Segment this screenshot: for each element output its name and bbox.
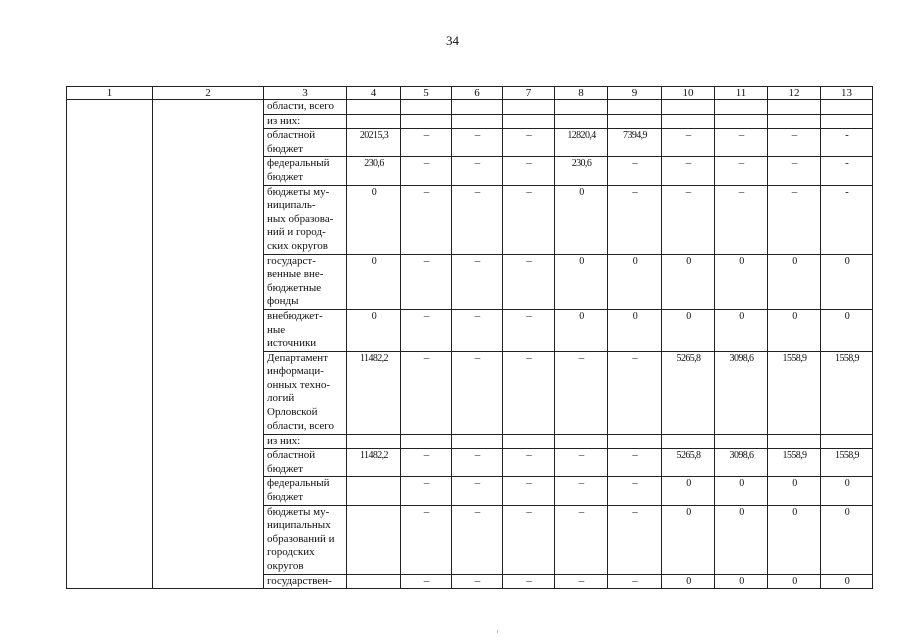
value-cell: – xyxy=(452,129,503,157)
value-cell: – xyxy=(555,477,608,505)
value-cell: 0 xyxy=(662,574,715,589)
value-cell xyxy=(452,100,503,115)
value-cell: 11482,2 xyxy=(347,351,401,434)
value-cell: – xyxy=(503,254,555,309)
value-cell: 230,6 xyxy=(347,157,401,185)
column-number: 10 xyxy=(662,87,715,100)
value-cell: – xyxy=(401,449,452,477)
value-cell xyxy=(401,100,452,115)
value-cell: – xyxy=(608,157,662,185)
value-cell: – xyxy=(503,574,555,589)
value-cell: – xyxy=(401,185,452,254)
value-cell: – xyxy=(555,505,608,574)
value-cell: – xyxy=(452,574,503,589)
value-cell xyxy=(503,114,555,129)
value-cell: 0 xyxy=(662,309,715,351)
value-cell xyxy=(401,114,452,129)
value-cell xyxy=(401,434,452,449)
value-cell: 5265,8 xyxy=(662,449,715,477)
source-name: федеральный бюджет xyxy=(267,477,330,504)
value-cell: 11482,2 xyxy=(347,449,401,477)
value-cell xyxy=(503,434,555,449)
value-cell: 1558,9 xyxy=(821,351,873,434)
source-name-cell xyxy=(264,351,347,434)
value-cell: 1558,9 xyxy=(821,449,873,477)
value-cell: – xyxy=(401,351,452,434)
value-cell: 0 xyxy=(715,477,768,505)
value-cell xyxy=(347,477,401,505)
value-cell xyxy=(662,114,715,129)
value-cell: – xyxy=(401,574,452,589)
value-cell: – xyxy=(401,254,452,309)
source-name: государствен- xyxy=(267,574,332,587)
value-cell: 0 xyxy=(715,505,768,574)
value-cell xyxy=(715,114,768,129)
source-name: областной бюджет xyxy=(267,449,316,475)
column-number: 13 xyxy=(821,87,873,100)
value-cell: 0 xyxy=(715,574,768,589)
source-name-cell xyxy=(264,157,347,185)
source-name-cell xyxy=(264,477,347,505)
value-cell: – xyxy=(715,129,768,157)
value-cell: – xyxy=(768,157,821,185)
value-cell: 0 xyxy=(821,477,873,505)
value-cell: 1558,9 xyxy=(768,351,821,434)
value-cell xyxy=(768,100,821,115)
source-name: Департамент информаци- онных техно- логий Орловской области, всего xyxy=(267,351,335,432)
value-cell xyxy=(347,505,401,574)
value-cell xyxy=(608,100,662,115)
budget-table xyxy=(66,86,873,589)
value-cell: – xyxy=(608,505,662,574)
value-cell xyxy=(768,434,821,449)
value-cell: – xyxy=(608,477,662,505)
source-name-cell xyxy=(264,505,347,574)
value-cell xyxy=(452,114,503,129)
column-number: 9 xyxy=(608,87,662,100)
value-cell xyxy=(821,434,873,449)
value-cell: – xyxy=(401,157,452,185)
value-cell: – xyxy=(608,185,662,254)
value-cell: – xyxy=(503,505,555,574)
value-cell: - xyxy=(821,129,873,157)
column-numbers-row xyxy=(67,87,873,100)
value-cell: 0 xyxy=(555,185,608,254)
column-number: 8 xyxy=(555,87,608,100)
value-cell: 0 xyxy=(347,309,401,351)
value-cell xyxy=(555,434,608,449)
column-number: 12 xyxy=(768,87,821,100)
value-cell: – xyxy=(452,505,503,574)
value-cell: – xyxy=(555,351,608,434)
source-name-cell xyxy=(264,574,347,589)
value-cell: – xyxy=(503,157,555,185)
value-cell xyxy=(503,100,555,115)
value-cell: – xyxy=(401,477,452,505)
value-cell: – xyxy=(608,574,662,589)
value-cell: – xyxy=(452,185,503,254)
value-cell xyxy=(608,434,662,449)
value-cell: 0 xyxy=(768,477,821,505)
col1-cell xyxy=(67,100,153,589)
value-cell: 0 xyxy=(347,254,401,309)
source-name: областной бюджет xyxy=(267,129,316,155)
value-cell: 0 xyxy=(821,254,873,309)
value-cell: - xyxy=(821,157,873,185)
value-cell: 0 xyxy=(662,505,715,574)
value-cell: – xyxy=(608,351,662,434)
source-name: внебюджет- ные источники xyxy=(267,309,323,350)
source-name-cell xyxy=(264,449,347,477)
column-number: 4 xyxy=(347,87,401,100)
source-name-cell xyxy=(264,100,347,115)
value-cell xyxy=(821,114,873,129)
value-cell: – xyxy=(503,449,555,477)
value-cell xyxy=(768,114,821,129)
value-cell: – xyxy=(401,505,452,574)
value-cell: – xyxy=(662,129,715,157)
value-cell: – xyxy=(768,129,821,157)
scan-mark xyxy=(497,630,498,633)
column-number: 2 xyxy=(153,87,264,100)
value-cell: 3098,6 xyxy=(715,351,768,434)
value-cell: – xyxy=(452,254,503,309)
value-cell: 0 xyxy=(608,309,662,351)
value-cell xyxy=(347,100,401,115)
value-cell: 12820,4 xyxy=(555,129,608,157)
table-row xyxy=(67,100,873,115)
value-cell: 5265,8 xyxy=(662,351,715,434)
value-cell: – xyxy=(401,309,452,351)
value-cell: 0 xyxy=(768,574,821,589)
value-cell xyxy=(347,434,401,449)
value-cell: – xyxy=(452,351,503,434)
value-cell xyxy=(347,114,401,129)
value-cell: 230,6 xyxy=(555,157,608,185)
value-cell: 0 xyxy=(821,309,873,351)
value-cell: 3098,6 xyxy=(715,449,768,477)
value-cell xyxy=(662,100,715,115)
source-name-cell xyxy=(264,129,347,157)
column-number: 11 xyxy=(715,87,768,100)
value-cell: 0 xyxy=(555,309,608,351)
value-cell: – xyxy=(452,309,503,351)
source-name: области, всего xyxy=(267,100,335,112)
value-cell: 0 xyxy=(715,309,768,351)
value-cell: 7394,9 xyxy=(608,129,662,157)
source-name: федеральный бюджет xyxy=(267,157,330,183)
column-number: 5 xyxy=(401,87,452,100)
value-cell: 0 xyxy=(768,254,821,309)
value-cell: – xyxy=(401,129,452,157)
value-cell: – xyxy=(715,185,768,254)
value-cell: 0 xyxy=(347,185,401,254)
value-cell: 0 xyxy=(768,505,821,574)
value-cell: – xyxy=(503,129,555,157)
page-number: 34 xyxy=(446,33,459,48)
value-cell: – xyxy=(503,309,555,351)
column-number: 7 xyxy=(503,87,555,100)
value-cell: 0 xyxy=(768,309,821,351)
value-cell: – xyxy=(768,185,821,254)
column-number: 6 xyxy=(452,87,503,100)
value-cell xyxy=(347,574,401,589)
value-cell: – xyxy=(503,477,555,505)
value-cell: – xyxy=(662,185,715,254)
value-cell: 0 xyxy=(662,254,715,309)
value-cell: – xyxy=(662,157,715,185)
value-cell: - xyxy=(821,185,873,254)
column-number: 3 xyxy=(264,87,347,100)
source-name-cell xyxy=(264,254,347,309)
value-cell xyxy=(715,434,768,449)
value-cell: 0 xyxy=(821,574,873,589)
value-cell xyxy=(821,100,873,115)
value-cell xyxy=(608,114,662,129)
value-cell: – xyxy=(503,351,555,434)
source-name: бюджеты му- ниципаль- ных образова- ний и город- ских округов xyxy=(267,185,334,252)
value-cell: 0 xyxy=(715,254,768,309)
value-cell: 1558,9 xyxy=(768,449,821,477)
value-cell: – xyxy=(555,574,608,589)
value-cell xyxy=(555,114,608,129)
source-name-cell xyxy=(264,434,347,449)
value-cell: – xyxy=(555,449,608,477)
value-cell: – xyxy=(715,157,768,185)
source-name-cell xyxy=(264,114,347,129)
value-cell: – xyxy=(452,157,503,185)
value-cell: – xyxy=(608,449,662,477)
column-number: 1 xyxy=(67,87,153,100)
value-cell xyxy=(555,100,608,115)
value-cell xyxy=(715,100,768,115)
value-cell xyxy=(452,434,503,449)
source-name-cell xyxy=(264,185,347,254)
source-name: государст- венные вне- бюджетные фонды xyxy=(267,254,324,308)
value-cell: 0 xyxy=(555,254,608,309)
value-cell: – xyxy=(503,185,555,254)
source-name: из них: xyxy=(267,114,301,127)
col2-cell xyxy=(153,100,264,589)
value-cell: – xyxy=(452,477,503,505)
value-cell: – xyxy=(452,449,503,477)
source-name: из них: xyxy=(267,434,301,447)
source-name: бюджеты му- ниципальных образований и городских округов xyxy=(267,505,335,573)
source-name-cell xyxy=(264,309,347,351)
value-cell: 0 xyxy=(662,477,715,505)
value-cell: 0 xyxy=(608,254,662,309)
value-cell: 20215,3 xyxy=(347,129,401,157)
value-cell: 0 xyxy=(821,505,873,574)
value-cell xyxy=(662,434,715,449)
